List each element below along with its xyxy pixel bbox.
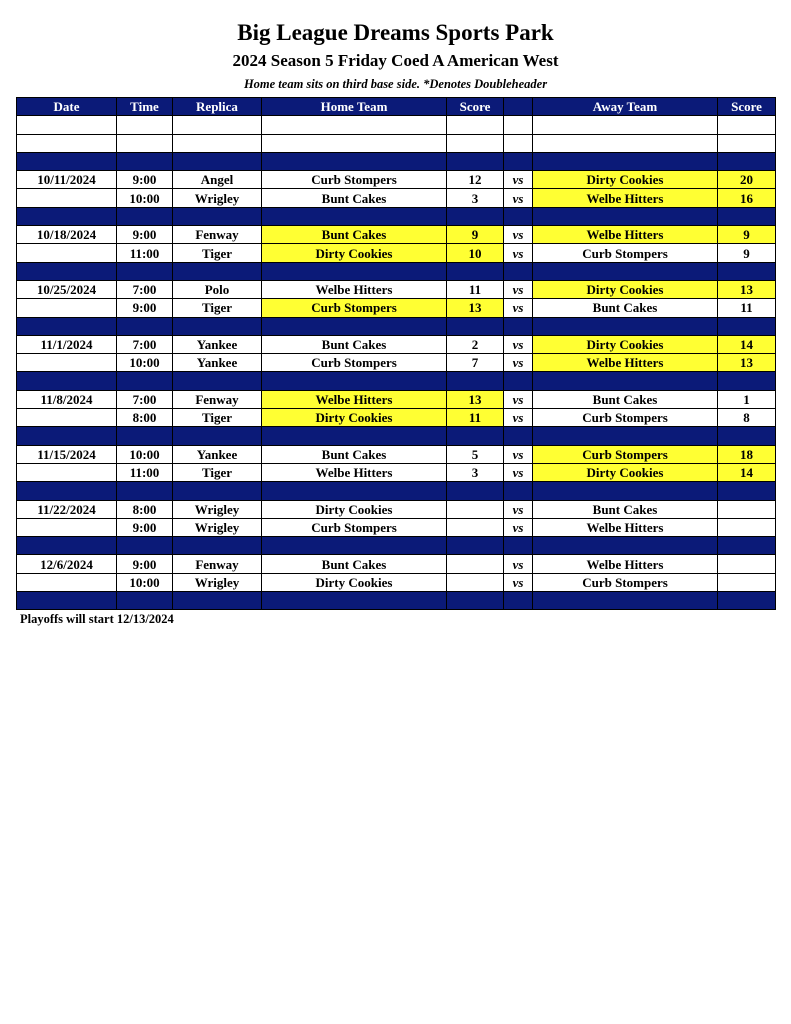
home-score bbox=[447, 518, 504, 536]
home-team: Bunt Cakes bbox=[262, 189, 447, 207]
home-score bbox=[447, 500, 504, 518]
game-replica: Polo bbox=[173, 280, 262, 298]
table-row bbox=[17, 244, 776, 262]
home-team: Bunt Cakes bbox=[262, 445, 447, 463]
separator-cell bbox=[447, 262, 504, 280]
game-replica: Tiger bbox=[173, 244, 262, 262]
home-team: Bunt Cakes bbox=[262, 335, 447, 353]
away-team: Curb Stompers bbox=[533, 409, 718, 427]
away-team: Welbe Hitters bbox=[533, 555, 718, 573]
separator-cell bbox=[17, 537, 117, 555]
away-score: 9 bbox=[718, 226, 776, 244]
table-row bbox=[17, 518, 776, 536]
blank-row bbox=[17, 134, 776, 152]
game-date: 10/18/2024 bbox=[17, 226, 117, 244]
separator-cell bbox=[504, 537, 533, 555]
home-score: 13 bbox=[447, 390, 504, 408]
home-team: Dirty Cookies bbox=[262, 244, 447, 262]
vs-label: vs bbox=[504, 226, 533, 244]
separator-cell bbox=[533, 482, 718, 500]
header-row bbox=[17, 98, 776, 116]
game-time: 9:00 bbox=[117, 299, 173, 317]
schedule-body bbox=[17, 116, 776, 610]
game-date bbox=[17, 299, 117, 317]
game-replica: Tiger bbox=[173, 299, 262, 317]
game-replica: Wrigley bbox=[173, 189, 262, 207]
vs-label: vs bbox=[504, 299, 533, 317]
table-row bbox=[17, 390, 776, 408]
separator-cell bbox=[718, 592, 776, 610]
home-team: Curb Stompers bbox=[262, 299, 447, 317]
table-row bbox=[17, 445, 776, 463]
separator-cell bbox=[718, 152, 776, 170]
away-score bbox=[718, 555, 776, 573]
separator-cell bbox=[447, 482, 504, 500]
separator-cell bbox=[173, 482, 262, 500]
separator-cell bbox=[262, 152, 447, 170]
game-date bbox=[17, 409, 117, 427]
separator-cell bbox=[718, 207, 776, 225]
away-team: Curb Stompers bbox=[533, 244, 718, 262]
game-date: 10/25/2024 bbox=[17, 280, 117, 298]
table-row bbox=[17, 226, 776, 244]
away-team: Welbe Hitters bbox=[533, 226, 718, 244]
separator-cell bbox=[117, 372, 173, 390]
separator-cell bbox=[117, 427, 173, 445]
game-time: 9:00 bbox=[117, 226, 173, 244]
home-team: Dirty Cookies bbox=[262, 409, 447, 427]
home-score: 7 bbox=[447, 354, 504, 372]
away-score: 11 bbox=[718, 299, 776, 317]
separator-cell bbox=[262, 262, 447, 280]
game-date bbox=[17, 189, 117, 207]
game-time: 9:00 bbox=[117, 555, 173, 573]
separator-cell bbox=[262, 482, 447, 500]
schedule-table bbox=[16, 97, 776, 610]
separator-cell bbox=[117, 207, 173, 225]
game-date: 11/8/2024 bbox=[17, 390, 117, 408]
away-score: 14 bbox=[718, 463, 776, 481]
away-team: Dirty Cookies bbox=[533, 171, 718, 189]
separator-cell bbox=[533, 207, 718, 225]
separator-cell bbox=[504, 207, 533, 225]
game-time: 7:00 bbox=[117, 335, 173, 353]
separator-cell bbox=[262, 537, 447, 555]
game-replica: Fenway bbox=[173, 226, 262, 244]
home-team: Welbe Hitters bbox=[262, 390, 447, 408]
away-score: 13 bbox=[718, 280, 776, 298]
separator-row bbox=[17, 592, 776, 610]
separator-cell bbox=[533, 152, 718, 170]
separator-cell bbox=[504, 482, 533, 500]
table-row bbox=[17, 280, 776, 298]
table-row bbox=[17, 573, 776, 591]
separator-cell bbox=[533, 592, 718, 610]
game-replica: Wrigley bbox=[173, 573, 262, 591]
separator-cell bbox=[533, 317, 718, 335]
game-replica: Wrigley bbox=[173, 518, 262, 536]
home-team: Dirty Cookies bbox=[262, 500, 447, 518]
away-team: Bunt Cakes bbox=[533, 500, 718, 518]
separator-cell bbox=[533, 262, 718, 280]
separator-cell bbox=[117, 152, 173, 170]
game-date bbox=[17, 354, 117, 372]
separator-cell bbox=[17, 427, 117, 445]
separator-cell bbox=[447, 537, 504, 555]
home-team: Bunt Cakes bbox=[262, 555, 447, 573]
table-row bbox=[17, 500, 776, 518]
away-score bbox=[718, 573, 776, 591]
game-time: 8:00 bbox=[117, 409, 173, 427]
separator-row bbox=[17, 372, 776, 390]
game-replica: Fenway bbox=[173, 555, 262, 573]
away-team: Curb Stompers bbox=[533, 445, 718, 463]
vs-label: vs bbox=[504, 244, 533, 262]
separator-cell bbox=[117, 482, 173, 500]
separator-cell bbox=[17, 207, 117, 225]
separator-cell bbox=[504, 372, 533, 390]
separator-cell bbox=[262, 427, 447, 445]
separator-cell bbox=[173, 207, 262, 225]
away-team: Welbe Hitters bbox=[533, 189, 718, 207]
game-date: 12/6/2024 bbox=[17, 555, 117, 573]
game-date: 10/11/2024 bbox=[17, 171, 117, 189]
col-home-team-header: Home Team bbox=[262, 98, 447, 116]
separator-cell bbox=[447, 317, 504, 335]
game-time: 7:00 bbox=[117, 390, 173, 408]
page-title: Big League Dreams Sports Park bbox=[237, 20, 554, 45]
col-replica-header: Replica bbox=[173, 98, 262, 116]
separator-cell bbox=[447, 207, 504, 225]
game-replica: Fenway bbox=[173, 390, 262, 408]
separator-row bbox=[17, 317, 776, 335]
home-score: 5 bbox=[447, 445, 504, 463]
game-replica: Yankee bbox=[173, 354, 262, 372]
separator-cell bbox=[533, 372, 718, 390]
away-score: 14 bbox=[718, 335, 776, 353]
table-row bbox=[17, 335, 776, 353]
game-time: 10:00 bbox=[117, 354, 173, 372]
separator-cell bbox=[262, 372, 447, 390]
vs-label: vs bbox=[504, 335, 533, 353]
game-replica: Yankee bbox=[173, 335, 262, 353]
game-replica: Yankee bbox=[173, 445, 262, 463]
away-score bbox=[718, 500, 776, 518]
separator-cell bbox=[173, 537, 262, 555]
game-date bbox=[17, 463, 117, 481]
vs-label: vs bbox=[504, 189, 533, 207]
home-score: 13 bbox=[447, 299, 504, 317]
separator-cell bbox=[262, 207, 447, 225]
game-time: 8:00 bbox=[117, 500, 173, 518]
home-team: Welbe Hitters bbox=[262, 280, 447, 298]
game-replica: Tiger bbox=[173, 409, 262, 427]
col-away-score-header: Score bbox=[718, 98, 776, 116]
vs-label: vs bbox=[504, 171, 533, 189]
home-score: 12 bbox=[447, 171, 504, 189]
game-time: 9:00 bbox=[117, 171, 173, 189]
separator-cell bbox=[17, 262, 117, 280]
vs-label: vs bbox=[504, 518, 533, 536]
home-team: Curb Stompers bbox=[262, 171, 447, 189]
away-score: 1 bbox=[718, 390, 776, 408]
game-replica: Tiger bbox=[173, 463, 262, 481]
col-home-score-header: Score bbox=[447, 98, 504, 116]
away-score: 20 bbox=[718, 171, 776, 189]
separator-cell bbox=[262, 317, 447, 335]
table-row bbox=[17, 555, 776, 573]
separator-cell bbox=[262, 592, 447, 610]
vs-label: vs bbox=[504, 409, 533, 427]
game-time: 10:00 bbox=[117, 445, 173, 463]
separator-cell bbox=[718, 537, 776, 555]
home-score: 11 bbox=[447, 280, 504, 298]
separator-cell bbox=[173, 317, 262, 335]
separator-cell bbox=[173, 427, 262, 445]
table-row bbox=[17, 409, 776, 427]
game-time: 11:00 bbox=[117, 463, 173, 481]
separator-cell bbox=[447, 592, 504, 610]
separator-cell bbox=[173, 592, 262, 610]
game-time: 10:00 bbox=[117, 189, 173, 207]
vs-label: vs bbox=[504, 555, 533, 573]
vs-label: vs bbox=[504, 390, 533, 408]
table-row bbox=[17, 299, 776, 317]
vs-label: vs bbox=[504, 354, 533, 372]
separator-row bbox=[17, 482, 776, 500]
separator-cell bbox=[117, 262, 173, 280]
game-date: 11/1/2024 bbox=[17, 335, 117, 353]
game-date bbox=[17, 518, 117, 536]
vs-label: vs bbox=[504, 280, 533, 298]
separator-cell bbox=[447, 427, 504, 445]
separator-cell bbox=[504, 262, 533, 280]
separator-cell bbox=[718, 317, 776, 335]
home-team: Curb Stompers bbox=[262, 518, 447, 536]
away-score: 13 bbox=[718, 354, 776, 372]
home-score: 2 bbox=[447, 335, 504, 353]
separator-cell bbox=[17, 152, 117, 170]
col-time-header: Time bbox=[117, 98, 173, 116]
away-team: Bunt Cakes bbox=[533, 390, 718, 408]
separator-row bbox=[17, 207, 776, 225]
separator-cell bbox=[718, 482, 776, 500]
separator-cell bbox=[17, 592, 117, 610]
away-team: Welbe Hitters bbox=[533, 354, 718, 372]
separator-cell bbox=[504, 427, 533, 445]
separator-cell bbox=[718, 372, 776, 390]
game-replica: Wrigley bbox=[173, 500, 262, 518]
separator-cell bbox=[17, 482, 117, 500]
separator-cell bbox=[117, 317, 173, 335]
col-vs-header bbox=[504, 98, 533, 116]
away-team: Dirty Cookies bbox=[533, 280, 718, 298]
separator-cell bbox=[17, 372, 117, 390]
separator-row bbox=[17, 262, 776, 280]
separator-cell bbox=[533, 427, 718, 445]
away-team: Curb Stompers bbox=[533, 573, 718, 591]
separator-cell bbox=[173, 152, 262, 170]
separator-cell bbox=[504, 592, 533, 610]
separator-row bbox=[17, 152, 776, 170]
table-row bbox=[17, 189, 776, 207]
separator-cell bbox=[504, 317, 533, 335]
separator-cell bbox=[447, 152, 504, 170]
home-team: Dirty Cookies bbox=[262, 573, 447, 591]
game-time: 10:00 bbox=[117, 573, 173, 591]
away-score: 16 bbox=[718, 189, 776, 207]
game-date: 11/15/2024 bbox=[17, 445, 117, 463]
home-score bbox=[447, 555, 504, 573]
home-team: Curb Stompers bbox=[262, 354, 447, 372]
separator-row bbox=[17, 427, 776, 445]
game-replica: Angel bbox=[173, 171, 262, 189]
col-away-team-header: Away Team bbox=[533, 98, 718, 116]
game-time: 9:00 bbox=[117, 518, 173, 536]
separator-cell bbox=[718, 262, 776, 280]
away-score: 8 bbox=[718, 409, 776, 427]
separator-cell bbox=[117, 537, 173, 555]
game-date bbox=[17, 573, 117, 591]
schedule-note: Home team sits on third base side. *Denotes Doubleheader bbox=[243, 77, 548, 91]
separator-cell bbox=[447, 372, 504, 390]
away-team: Dirty Cookies bbox=[533, 335, 718, 353]
separator-row bbox=[17, 537, 776, 555]
home-score: 3 bbox=[447, 189, 504, 207]
away-score: 9 bbox=[718, 244, 776, 262]
page-subtitle: 2024 Season 5 Friday Coed A American West bbox=[232, 51, 559, 70]
col-date-header: Date bbox=[17, 98, 117, 116]
separator-cell bbox=[17, 317, 117, 335]
away-score: 18 bbox=[718, 445, 776, 463]
home-score: 9 bbox=[447, 226, 504, 244]
separator-cell bbox=[504, 152, 533, 170]
home-score: 10 bbox=[447, 244, 504, 262]
game-time: 7:00 bbox=[117, 280, 173, 298]
separator-cell bbox=[117, 592, 173, 610]
game-date: 11/22/2024 bbox=[17, 500, 117, 518]
table-row bbox=[17, 354, 776, 372]
separator-cell bbox=[173, 262, 262, 280]
table-row bbox=[17, 171, 776, 189]
home-score: 11 bbox=[447, 409, 504, 427]
playoffs-note: Playoffs will start 12/13/2024 bbox=[20, 612, 174, 626]
home-score bbox=[447, 573, 504, 591]
away-team: Bunt Cakes bbox=[533, 299, 718, 317]
home-team: Bunt Cakes bbox=[262, 226, 447, 244]
table-row bbox=[17, 463, 776, 481]
game-date bbox=[17, 244, 117, 262]
away-score bbox=[718, 518, 776, 536]
away-team: Dirty Cookies bbox=[533, 463, 718, 481]
separator-cell bbox=[533, 537, 718, 555]
vs-label: vs bbox=[504, 445, 533, 463]
vs-label: vs bbox=[504, 573, 533, 591]
away-team: Welbe Hitters bbox=[533, 518, 718, 536]
home-team: Welbe Hitters bbox=[262, 463, 447, 481]
vs-label: vs bbox=[504, 463, 533, 481]
vs-label: vs bbox=[504, 500, 533, 518]
separator-cell bbox=[718, 427, 776, 445]
separator-cell bbox=[173, 372, 262, 390]
blank-row bbox=[17, 116, 776, 134]
game-time: 11:00 bbox=[117, 244, 173, 262]
home-score: 3 bbox=[447, 463, 504, 481]
